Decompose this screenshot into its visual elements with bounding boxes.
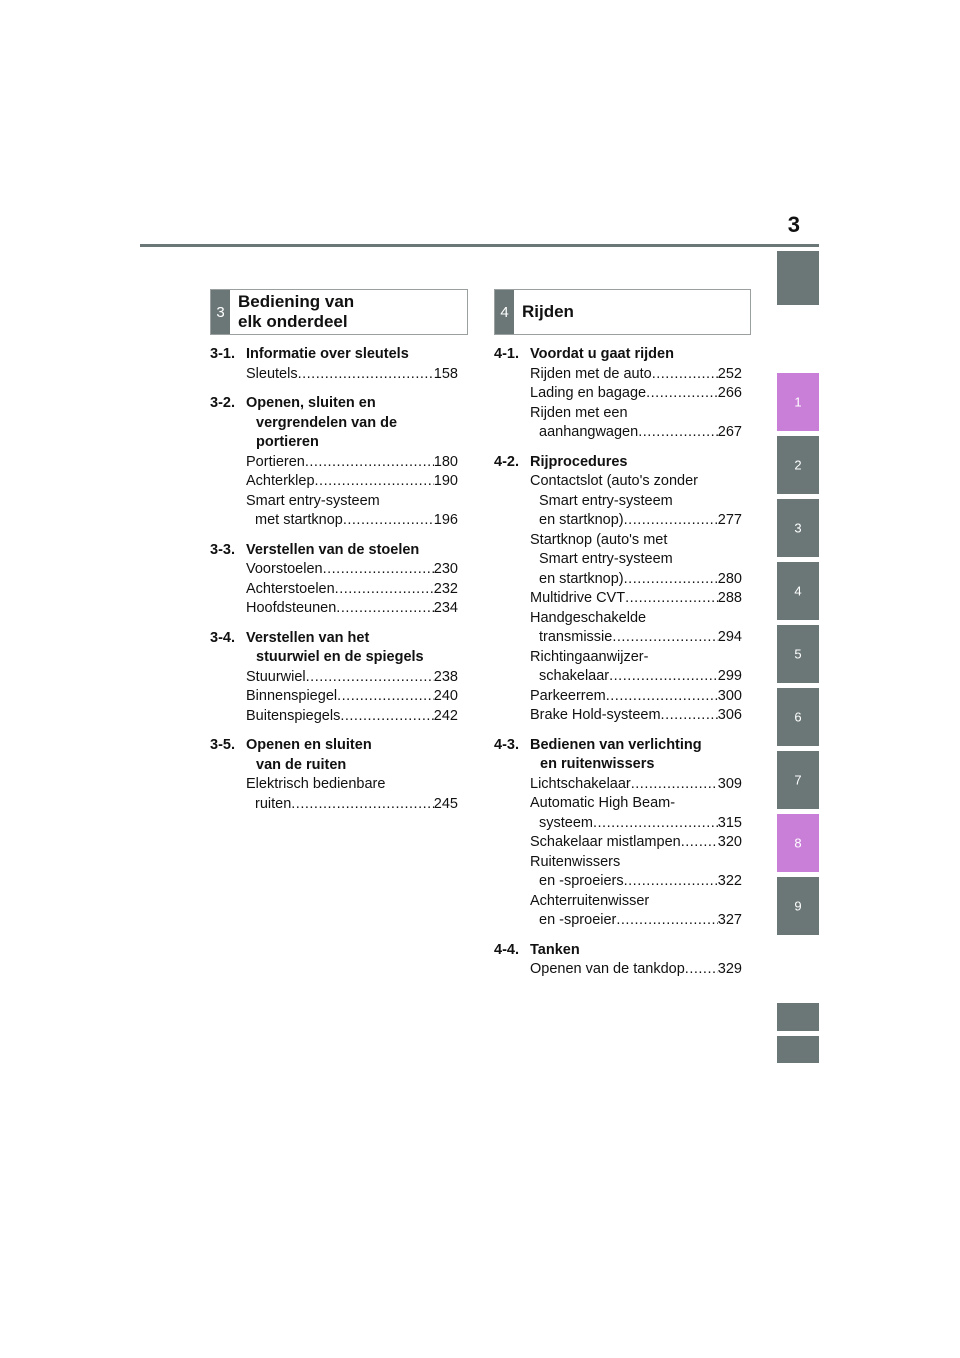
entry-label-line: Elektrisch bedienbare — [246, 776, 386, 792]
toc-entry[interactable] — [246, 580, 458, 600]
entry-label: ruiten — [255, 795, 292, 812]
toc-entry[interactable] — [246, 775, 458, 814]
entry-page-number: 242 — [433, 707, 458, 724]
dot-leader — [340, 707, 433, 727]
toc-entry[interactable] — [530, 648, 742, 687]
chapter-tab[interactable] — [777, 1036, 819, 1063]
toc-entry[interactable] — [246, 707, 458, 727]
entry-label: Hoofdsteunen — [246, 600, 337, 616]
dot-leader — [298, 365, 434, 385]
chapter-number: 4-1. — [494, 346, 519, 362]
entry-page-number: 266 — [717, 385, 742, 401]
entry-label: Rijden met de auto — [530, 365, 652, 382]
chapter-title — [530, 345, 742, 365]
entry-page-number: 300 — [717, 687, 742, 704]
chapter-title — [530, 453, 742, 473]
entry-label: systeem — [539, 814, 593, 831]
entry-page-number: 190 — [433, 473, 458, 489]
chapter-title — [246, 394, 458, 453]
entry-page-number: 238 — [433, 668, 458, 685]
toc-entry[interactable] — [246, 668, 458, 688]
dot-leader — [593, 814, 718, 834]
dot-leader — [335, 580, 434, 600]
dot-leader — [624, 872, 718, 892]
section-title-line: Bediening van — [238, 292, 355, 311]
chapter-tab[interactable] — [777, 562, 819, 620]
dot-leader — [306, 668, 434, 688]
chapter-tab[interactable] — [777, 436, 819, 494]
entry-label-line: Ruitenwissers — [530, 853, 621, 870]
toc-entry[interactable] — [530, 775, 742, 795]
dot-leader — [612, 628, 717, 648]
dot-leader — [305, 453, 434, 473]
chapter-tab[interactable] — [777, 499, 819, 557]
entry-label: Buitenspiegels — [246, 707, 341, 724]
toc-chapter — [210, 394, 458, 531]
section-header-4 — [494, 289, 751, 335]
section-number: 4 — [495, 290, 514, 334]
section-title — [238, 290, 354, 334]
toc-entry[interactable] — [530, 384, 742, 404]
chapter-tab-label: 2 — [794, 457, 802, 473]
entry-label: en startknop) — [539, 570, 624, 587]
chapter-tab[interactable] — [777, 751, 819, 809]
toc-chapter — [210, 541, 458, 619]
toc-entry[interactable] — [530, 853, 742, 892]
entry-page-number: 315 — [717, 814, 742, 831]
dot-leader — [652, 365, 718, 385]
dot-leader — [638, 423, 718, 443]
chapter-number: 4-3. — [494, 736, 519, 753]
entry-page-number: 232 — [433, 580, 458, 597]
toc-chapter — [210, 736, 458, 814]
entry-label-line: Startknop (auto's met — [530, 531, 668, 548]
chapter-tab[interactable] — [777, 373, 819, 431]
entry-page-number: 267 — [717, 424, 742, 440]
entry-label: Stuurwiel — [246, 668, 306, 685]
chapter-number: 3-2. — [210, 395, 235, 411]
toc-entry[interactable] — [530, 404, 742, 443]
chapter-tab-label: 1 — [794, 394, 802, 410]
entry-label: Sleutels — [246, 365, 298, 382]
entry-page-number: 299 — [717, 668, 742, 684]
section-header-3 — [210, 289, 468, 335]
chapter-number: 3-5. — [210, 737, 235, 753]
toc-chapter — [210, 345, 458, 384]
section-title — [522, 290, 574, 334]
page-number: 3 — [787, 212, 800, 237]
chapter-title-line: en ruitenwissers — [540, 756, 655, 772]
chapter-tab-label: 3 — [794, 520, 802, 536]
chapter-title-line: Openen en sluiten — [246, 737, 372, 753]
entry-page-number: 280 — [717, 570, 742, 587]
dot-leader — [315, 472, 434, 492]
chapter-number: 4-2. — [494, 453, 519, 470]
chapter-title-line: Verstellen van de stoelen — [246, 541, 420, 558]
dot-leader — [685, 960, 718, 980]
chapter-number: 3-4. — [210, 629, 235, 646]
dot-leader — [343, 511, 434, 531]
entry-label: Binnenspiegel — [246, 688, 338, 704]
entry-label-line: Smart entry-systeem — [539, 492, 673, 509]
entry-label: Lading en bagage — [530, 385, 647, 401]
dot-leader — [606, 687, 718, 707]
chapter-title — [246, 736, 458, 775]
toc-chapter — [494, 941, 742, 980]
entry-page-number: 288 — [717, 590, 742, 606]
entry-label: transmissie — [539, 629, 613, 645]
entry-page-number: 322 — [717, 873, 742, 889]
chapter-number: 4-4. — [494, 941, 519, 958]
entry-label: en -sproeiers — [539, 873, 624, 889]
toc-entry[interactable] — [246, 687, 458, 707]
entry-page-number: 294 — [717, 629, 742, 645]
chapter-title-line: Voordat u gaat rijden — [530, 346, 674, 362]
chapter-tab[interactable] — [777, 814, 819, 872]
toc-entry[interactable] — [530, 833, 742, 853]
chapter-number: 3-3. — [210, 541, 235, 558]
entry-page-number: 158 — [433, 365, 458, 382]
toc-chapter — [494, 345, 742, 443]
chapter-tab-label: 5 — [794, 646, 802, 662]
entry-page-number: 240 — [433, 688, 458, 704]
toc-entry[interactable] — [530, 589, 742, 609]
entry-label: Lichtschakelaar — [530, 775, 631, 792]
section-title-line: elk onderdeel — [238, 312, 348, 331]
chapter-title-line: Bedienen van verlichting — [530, 736, 702, 753]
dot-leader — [661, 706, 718, 726]
dot-leader — [624, 511, 718, 531]
dot-leader — [625, 589, 718, 609]
entry-page-number: 252 — [717, 365, 742, 382]
chapter-title-line: Verstellen van het — [246, 629, 370, 646]
chapter-tab[interactable] — [777, 1003, 819, 1031]
chapter-title — [246, 541, 458, 561]
entry-page-number: 230 — [433, 561, 458, 577]
entry-label-line: Richtingaanwijzer- — [530, 648, 649, 665]
chapter-tab[interactable] — [777, 688, 819, 746]
entry-page-number: 327 — [717, 912, 742, 928]
toc-entry[interactable] — [530, 687, 742, 707]
chapter-tab-label: 9 — [794, 898, 802, 914]
dot-leader — [681, 833, 718, 853]
entry-label: en startknop) — [539, 512, 624, 528]
chapter-number: 3-1. — [210, 346, 235, 362]
dot-leader — [291, 795, 434, 815]
toc-chapter — [494, 453, 742, 726]
dot-leader — [624, 570, 718, 590]
entry-label: schakelaar — [539, 668, 610, 684]
entry-label: met startknop — [255, 512, 343, 528]
entry-label: en -sproeier — [539, 912, 617, 928]
entry-label-line: Smart entry-systeem — [539, 551, 673, 567]
toc-entry[interactable] — [246, 560, 458, 580]
chapter-title-line: portieren — [256, 434, 319, 450]
chapter-title-line: Tanken — [530, 941, 580, 958]
entry-page-number: 320 — [717, 834, 742, 850]
entry-page-number: 245 — [433, 795, 458, 812]
dot-leader — [337, 687, 434, 707]
chapter-title — [530, 736, 742, 775]
chapter-title — [530, 941, 742, 961]
toc-section-3 — [210, 345, 458, 814]
chapter-title-line: vergrendelen van de — [256, 414, 398, 431]
entry-label-line: Rijden met een — [530, 404, 628, 421]
header-rule — [140, 244, 819, 247]
toc-entry[interactable] — [530, 794, 742, 833]
entry-label: Achterstoelen — [246, 580, 335, 597]
entry-label-line: Achterruitenwisser — [530, 892, 650, 909]
dot-leader — [609, 667, 718, 687]
chapter-tab-label: 7 — [794, 772, 802, 788]
toc-section-4 — [494, 345, 742, 980]
entry-label: Schakelaar mistlampen — [530, 834, 681, 850]
dot-leader — [336, 599, 434, 619]
entry-page-number: 234 — [433, 600, 458, 616]
entry-label: aanhangwagen — [539, 424, 639, 440]
entry-page-number: 306 — [717, 707, 742, 723]
dot-leader — [631, 775, 718, 795]
chapter-title-line: Informatie over sleutels — [246, 346, 409, 362]
toc-entry[interactable] — [530, 531, 742, 590]
chapter-tab-label: 6 — [794, 709, 802, 725]
toc-entry[interactable] — [246, 453, 458, 473]
entry-label: Voorstoelen — [246, 561, 323, 577]
chapter-tab[interactable] — [777, 877, 819, 935]
chapter-title-line: Rijprocedures — [530, 453, 628, 470]
chapter-tab[interactable] — [777, 625, 819, 683]
entry-page-number: 329 — [717, 961, 742, 977]
entry-page-number: 196 — [433, 512, 458, 528]
toc-chapter — [494, 736, 742, 931]
chapter-title — [246, 629, 458, 668]
chapter-tab-label: 8 — [794, 835, 802, 851]
toc-chapter — [210, 629, 458, 727]
entry-page-number: 180 — [433, 453, 458, 470]
toc-entry[interactable] — [530, 472, 742, 531]
toc-entry[interactable] — [530, 365, 742, 385]
entry-label: Portieren — [246, 453, 305, 470]
entry-page-number: 277 — [717, 512, 742, 528]
entry-label-line: Handgeschakelde — [530, 609, 647, 626]
entry-label: Parkeerrem — [530, 687, 606, 704]
toc-entry[interactable] — [530, 960, 742, 980]
dot-leader — [323, 560, 434, 580]
entry-label-line: Contactslot (auto's zonder — [530, 473, 698, 489]
entry-label: Brake Hold-systeem — [530, 707, 661, 723]
chapter-title-line: van de ruiten — [256, 756, 347, 773]
section-title-line: Rijden — [522, 302, 574, 321]
toc-entry[interactable] — [530, 892, 742, 931]
entry-label: Multidrive CVT — [530, 590, 626, 606]
entry-label: Achterklep — [246, 473, 315, 489]
section-number: 3 — [211, 290, 230, 334]
toc-entry[interactable] — [530, 706, 742, 726]
chapter-title — [246, 345, 458, 365]
toc-entry[interactable] — [246, 599, 458, 619]
entry-label: Openen van de tankdop — [530, 961, 685, 977]
chapter-title-line: Openen, sluiten en — [246, 395, 376, 411]
toc-entry[interactable] — [246, 472, 458, 492]
dot-leader — [646, 384, 718, 404]
entry-page-number: 309 — [717, 775, 742, 792]
chapter-tab-label: 4 — [794, 583, 802, 599]
entry-label-line: Automatic High Beam- — [530, 795, 676, 811]
dot-leader — [616, 911, 717, 931]
toc-entry[interactable] — [530, 609, 742, 648]
entry-label-line: Smart entry-systeem — [246, 492, 380, 509]
toc-entry[interactable] — [246, 365, 458, 385]
chapter-tab[interactable] — [777, 251, 819, 305]
toc-entry[interactable] — [246, 492, 458, 531]
chapter-title-line: stuurwiel en de spiegels — [256, 649, 424, 665]
